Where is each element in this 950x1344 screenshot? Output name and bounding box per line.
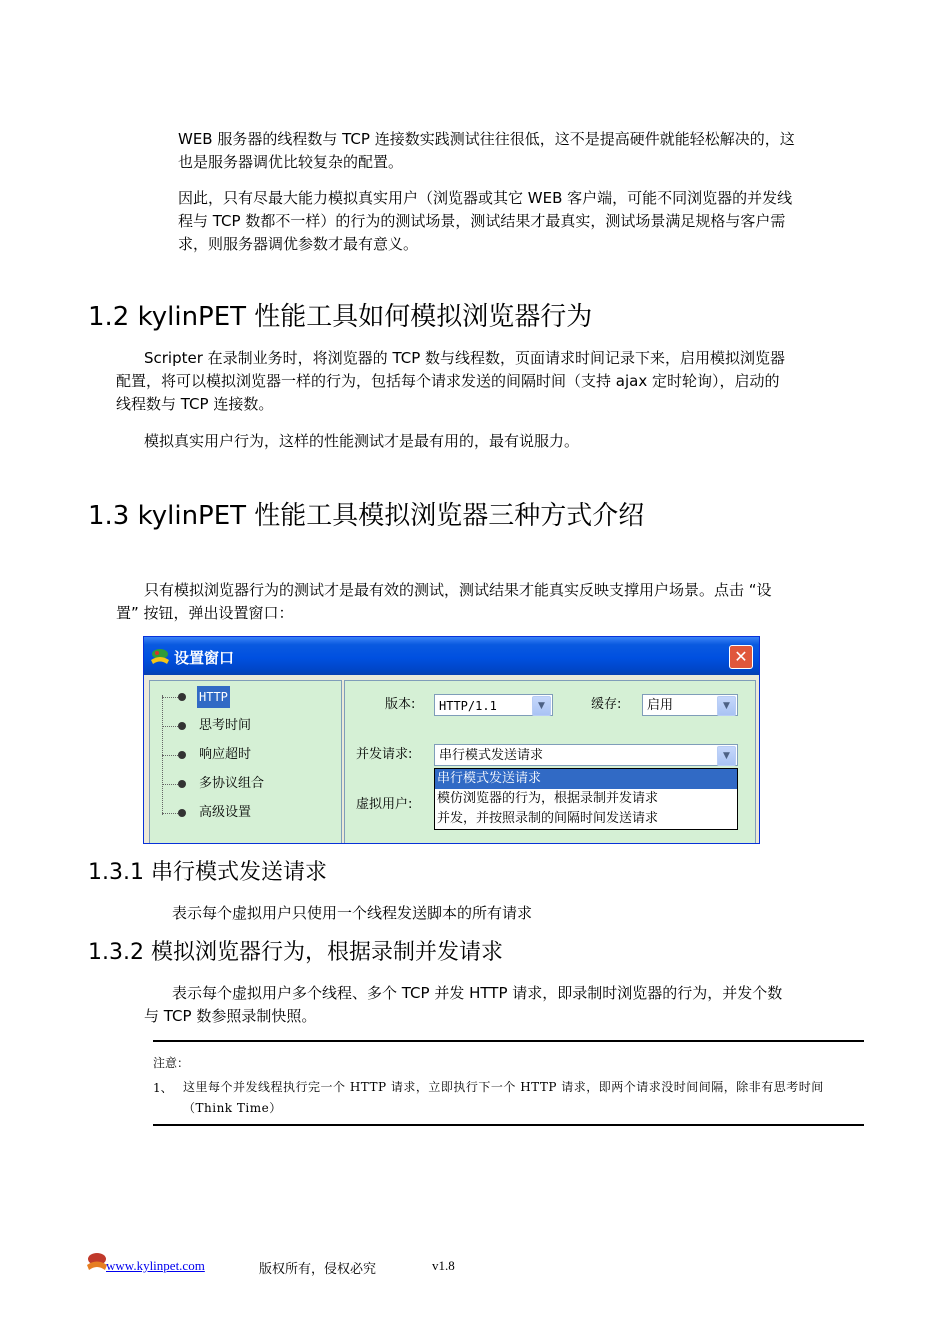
section-1-2-paragraph-1 xyxy=(116,347,876,416)
intro-paragraph-1 xyxy=(178,128,795,174)
heading-1-3-2: 1.3.2 模拟浏览器行为，根据录制并发请求 xyxy=(88,940,503,965)
intro-line: WEB 服务器的线程数与 TCP 连接数实践测试往往很低，这不是提高硬件就能轻松解决的，这 xyxy=(178,130,795,148)
website-link[interactable]: www.kylinpet.com xyxy=(106,1258,205,1273)
para-line: 置” 按钮，弹出设置窗口： xyxy=(116,604,294,622)
bullet-icon xyxy=(178,809,186,817)
tree-item-label: 响应超时 xyxy=(199,747,252,762)
version-label: 版本: xyxy=(385,697,416,712)
heading-1-2: 1.2 kylinPET 性能工具如何模拟浏览器行为 xyxy=(88,302,593,332)
option-serial[interactable]: 串行模式发送请求 xyxy=(435,769,737,789)
heading-1-3-1: 1.3.1 串行模式发送请求 xyxy=(88,860,327,885)
bullet-icon xyxy=(178,693,186,701)
tree-item-label: 多协议组合 xyxy=(199,776,265,791)
heading-1-3: 1.3 kylinPET 性能工具模拟浏览器三种方式介绍 xyxy=(88,501,645,531)
para-line: Scripter 在录制业务时，将浏览器的 TCP 数与线程数，页面请求时间记录下来，启用模拟浏览器 xyxy=(144,349,786,367)
intro-line: 程与 TCP 数都不一样）的行为的测试场景，测试结果才最真实，测试场景满足规格与客户需 xyxy=(178,212,786,230)
intro-paragraph-2 xyxy=(178,187,792,256)
footer-logo-icon xyxy=(86,1251,108,1271)
para-line: 表示每个虚拟用户多个线程、多个 TCP 并发 HTTP 请求，即录制时浏览器的行为，并发个数 xyxy=(172,984,783,1002)
concurrent-request-dropdown xyxy=(434,768,738,830)
version-value: HTTP/1.1 xyxy=(439,699,497,713)
section-1-3-paragraph xyxy=(116,579,876,625)
cache-label: 缓存: xyxy=(591,697,622,712)
footer-link[interactable] xyxy=(106,1258,205,1274)
intro-line: 因此，只有尽最大能力模拟真实用户（浏览器或其它 WEB 客户端，可能不同浏览器的并发线 xyxy=(178,189,793,207)
intro-line: 求，则服务器调优参数才最有意义。 xyxy=(178,235,419,253)
chevron-down-icon[interactable]: ▼ xyxy=(717,696,736,716)
para-line: 配置，将可以模拟浏览器一样的行为，包括每个请求发送的间隔时间（支持 ajax 定时轮询），启动的 xyxy=(116,372,780,390)
app-logo-icon xyxy=(149,646,171,666)
section-1-3-1-paragraph: 表示每个虚拟用户只使用一个线程发送脚本的所有请求 xyxy=(172,904,533,922)
concurrent-request-value: 串行模式发送请求 xyxy=(439,748,544,763)
title-bar xyxy=(144,637,759,675)
chevron-down-icon[interactable]: ▼ xyxy=(717,746,736,766)
chevron-down-icon[interactable]: ▼ xyxy=(532,696,551,716)
para-line: 只有模拟浏览器行为的测试才是最有效的测试，测试结果才能真实反映支撑用户场景。点击 “设 xyxy=(144,581,772,599)
option-browser-behavior[interactable]: 模仿浏览器的行为，根据录制并发请求 xyxy=(437,791,659,806)
intro-line: 也是服务器调优比较复杂的配置。 xyxy=(178,153,404,171)
option-concurrent-interval[interactable]: 并发，并按照录制的间隔时间发送请求 xyxy=(437,811,659,826)
bullet-icon xyxy=(178,780,186,788)
tree-item-label: HTTP xyxy=(197,686,230,708)
virtual-user-label: 虚拟用户: xyxy=(356,797,413,812)
cache-value: 启用 xyxy=(647,698,674,713)
settings-tree xyxy=(149,680,342,844)
section-1-2-paragraph-2: 模拟真实用户行为，这样的性能测试才是最有用的，最有说服力。 xyxy=(144,432,580,450)
close-button[interactable]: ✕ xyxy=(729,645,753,669)
settings-window xyxy=(143,636,760,844)
para-line: 与 TCP 数参照录制快照。 xyxy=(144,1007,317,1025)
cache-select[interactable] xyxy=(642,694,738,716)
note-title: 注意： xyxy=(153,1056,190,1070)
version-select[interactable] xyxy=(434,694,553,716)
note-box xyxy=(153,1040,864,1126)
section-1-3-2-paragraph xyxy=(144,982,874,1028)
bullet-icon xyxy=(178,722,186,730)
footer-version: v1.8 xyxy=(432,1258,455,1273)
concurrent-request-select[interactable] xyxy=(434,744,738,766)
concurrent-request-label: 并发请求: xyxy=(356,747,413,762)
tree-item-label: 高级设置 xyxy=(199,805,252,820)
tree-item-label: 思考时间 xyxy=(199,718,252,733)
footer-copyright: 版权所有，侵权必究 xyxy=(259,1261,377,1276)
para-line: 线程数与 TCP 连接数。 xyxy=(116,395,274,413)
bullet-icon xyxy=(178,751,186,759)
note-number: 1、 xyxy=(153,1081,173,1095)
note-text: 这里每个并发线程执行完一个 HTTP 请求，立即执行下一个 HTTP 请求，即两个请求没时间间隔，除非有思考时间（Think Time） xyxy=(183,1080,824,1115)
window-title: 设置窗口 xyxy=(174,649,235,667)
